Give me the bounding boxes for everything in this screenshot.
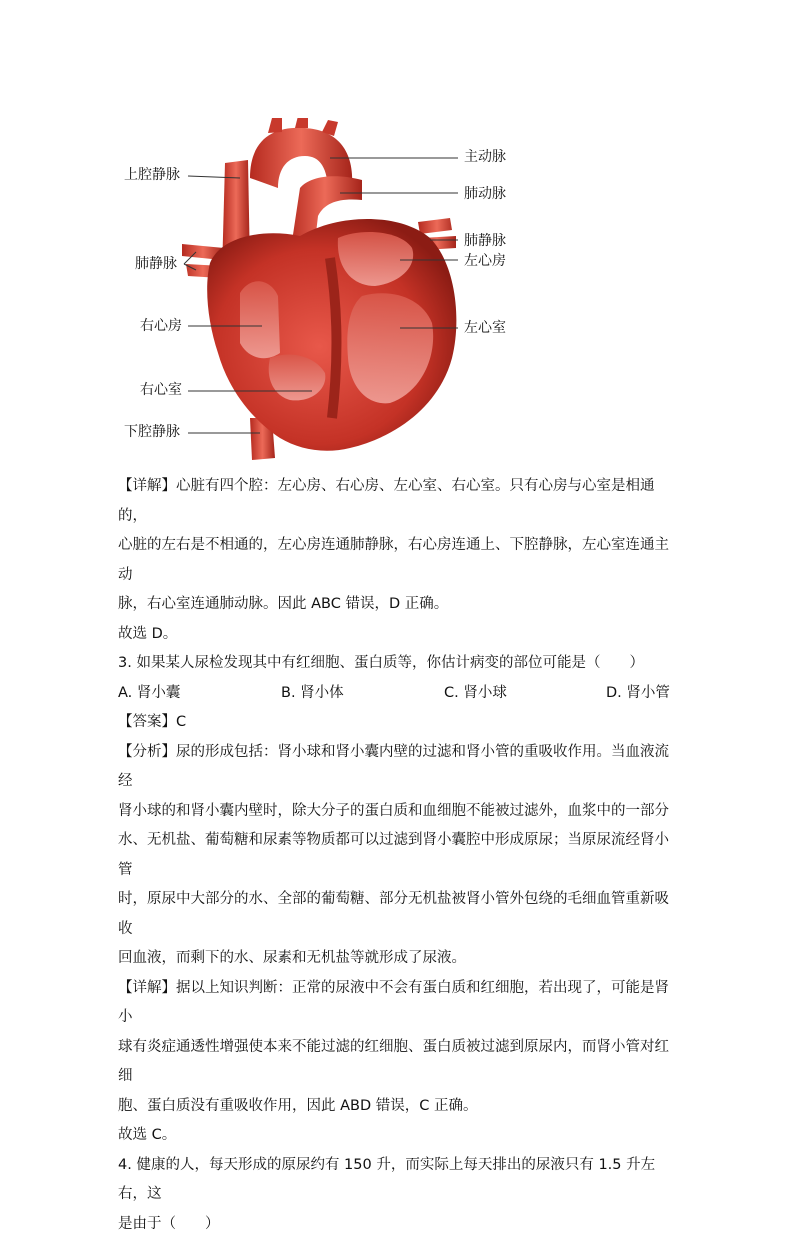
- label-svc: 上腔静脉: [124, 167, 180, 183]
- option-b: B. 肾小体: [281, 679, 344, 709]
- label-left-ventricle: 左心室: [464, 320, 506, 336]
- label-left-atrium: 左心房: [464, 253, 506, 269]
- option-c: C. 肾小球: [444, 679, 507, 709]
- label-pulmonary-artery: 肺动脉: [464, 186, 506, 202]
- label-right-atrium: 右心房: [140, 318, 182, 334]
- option-d: D. 肾小管: [606, 679, 670, 709]
- label-pulmonary-vein-left: 肺静脉: [135, 256, 177, 272]
- q3-options: [118, 679, 678, 709]
- question-text: [118, 472, 678, 1239]
- q3-conclusion: 故选 C。: [118, 1121, 678, 1151]
- label-ivc: 下腔静脉: [124, 424, 180, 440]
- q3-answer: 【答案】C: [118, 708, 678, 738]
- q3-detail-line: 【详解】据以上知识判断：正常的尿液中不会有蛋白质和红细胞，若出现了，可能是肾小: [118, 974, 678, 1033]
- q3-analysis-line: 水、无机盐、葡萄糖和尿素等物质都可以过滤到肾小囊腔中形成原尿；当原尿流经肾小管: [118, 826, 678, 885]
- q3-analysis-line: 回血液，而剩下的水、尿素和无机盐等就形成了尿液。: [118, 944, 678, 974]
- q3-analysis-line: 肾小球的和肾小囊内壁时，除大分子的蛋白质和血细胞不能被过滤外，血浆中的一部分: [118, 797, 678, 827]
- q4-stem-line: 4. 健康的人，每天形成的原尿约有 150 升，而实际上每天排出的尿液只有 1.5 升左右，这: [118, 1151, 678, 1210]
- q3-stem: 3. 如果某人尿检发现其中有红细胞、蛋白质等，你估计病变的部位可能是（ ）: [118, 649, 678, 679]
- q3-detail-line: 球有炎症通透性增强使本来不能过滤的红细胞、蛋白质被过滤到原尿内，而肾小管对红细: [118, 1033, 678, 1092]
- q2-detail-line: 心脏的左右是不相通的，左心房连通肺静脉，右心房连通上、下腔静脉，左心室连通主动: [118, 531, 678, 590]
- q3-detail-line: 胞、蛋白质没有重吸收作用，因此 ABD 错误，C 正确。: [118, 1092, 678, 1122]
- q4-stem-line: 是由于（ ）: [118, 1210, 678, 1239]
- q2-detail-line: 【详解】心脏有四个腔：左心房、右心房、左心室、右心室。只有心房与心室是相通的，: [118, 472, 678, 531]
- heart-diagram: [100, 118, 560, 463]
- q3-analysis-line: 【分析】尿的形成包括：肾小球和肾小囊内壁的过滤和肾小管的重吸收作用。当血液流经: [118, 738, 678, 797]
- label-pulmonary-vein-right: 肺静脉: [464, 233, 506, 249]
- ra-chamber: [240, 281, 280, 358]
- q3-analysis-line: 时，原尿中大部分的水、全部的葡萄糖、部分无机盐被肾小管外包绕的毛细血管重新吸收: [118, 885, 678, 944]
- label-aorta: 主动脉: [464, 149, 506, 165]
- q2-detail-line: 脉，右心室连通肺动脉。因此 ABC 错误，D 正确。: [118, 590, 678, 620]
- q2-conclusion: 故选 D。: [118, 620, 678, 650]
- label-right-ventricle: 右心室: [140, 382, 182, 398]
- option-a: A. 肾小囊: [118, 679, 180, 709]
